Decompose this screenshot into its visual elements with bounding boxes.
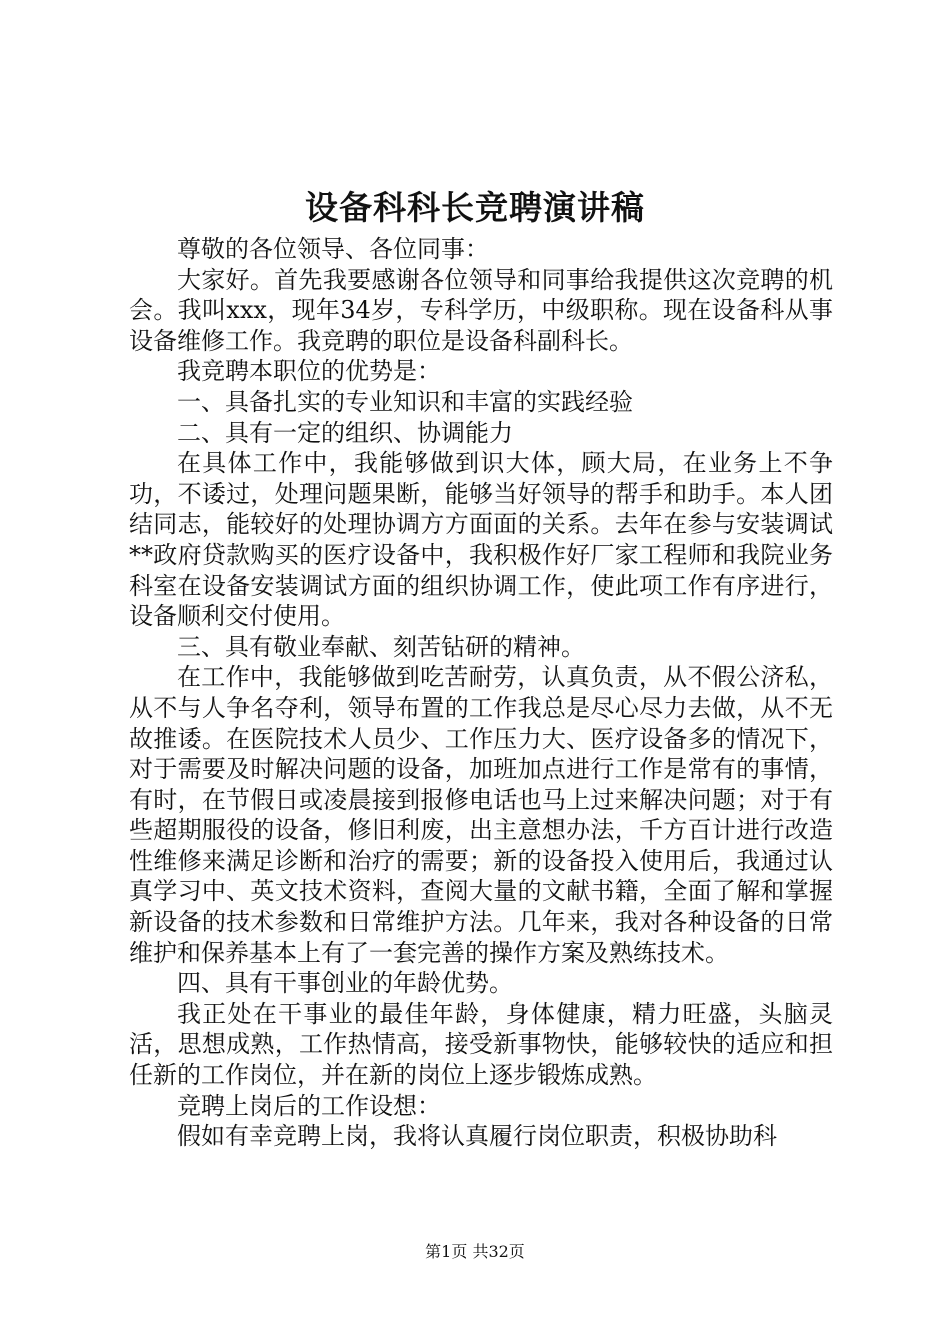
paragraph-heading-3: 三、具有敬业奉献、刻苦钻研的精神。 xyxy=(177,632,585,661)
document-body xyxy=(129,234,833,1152)
paragraph-heading-4: 四、具有干事创业的年龄优势。 xyxy=(177,969,513,998)
paragraph-plan: 假如有幸竞聘上岗，我将认真履行岗位职责，积极协助科 xyxy=(177,1122,777,1151)
document-title: 设备科科长竞聘演讲稿 xyxy=(305,188,645,227)
page-number: 第1页 共32页 xyxy=(425,1242,525,1261)
paragraph-intro: 大家好。首先我要感谢各位领导和同事给我提供这次竞聘的机会。我叫xxx，现年34岁，专科学历，中级职称。现在设备科从事设备维修工作。我竞聘的职位是设备科副科长。 xyxy=(129,265,833,355)
paragraph-dedication: 在工作中，我能够做到吃苦耐劳，认真负责，从不假公济私，从不与人争名夺利，领导布置的工作我总是尽心尽力去做，从不无故推诿。在医院技术人员少、工作压力大、医疗设备多的情况下，对于需要及时解决问题的设备，加班加点进行工作是常有的事情，有时，在节假日或凌晨接到报修电话也马上过来解决问题；对于有些超期服役的设备，修旧利废，出主意想办法，千方百计进行改造性维修来满足诊断和治疗的需要；新的设备投入使用后，我通过认真学习中、英文技术资料，查阅大量的文献书籍，全面了解和掌握新设备的技术参数和日常维护方法。几年来，我对各种设备的日常维护和保养基本上有了一套完善的操作方案及熟练技术。 xyxy=(129,663,833,967)
paragraph-age: 我正处在干事业的最佳年龄，身体健康，精力旺盛，头脑灵活，思想成熟，工作热情高，接受新事物快，能够较快的适应和担任新的工作岗位，并在新的岗位上逐步锻炼成熟。 xyxy=(129,999,833,1090)
paragraph-advantages-lead: 我竞聘本职位的优势是： xyxy=(177,357,441,386)
paragraph-salutation: 尊敬的各位领导、各位同事： xyxy=(177,235,489,263)
paragraph-heading-1: 一、具备扎实的专业知识和丰富的实践经验 xyxy=(177,387,633,416)
paragraph-plan-lead: 竞聘上岗后的工作设想： xyxy=(177,1091,441,1120)
paragraph-coordination: 在具体工作中，我能够做到识大体，顾大局，在业务上不争功，不诿过，处理问题果断，能够当好领导的帮手和助手。本人团结同志，能较好的处理协调方方面面的关系。去年在参与安装调试**政府贷款购买的医疗设备中，我积极作好厂家工程师和我院业务科室在设备安装调试方面的组织协调工作，使此项工作有序进行，设备顺利交付使用。 xyxy=(129,449,833,631)
paragraph-heading-2: 二、具有一定的组织、协调能力 xyxy=(177,418,513,447)
